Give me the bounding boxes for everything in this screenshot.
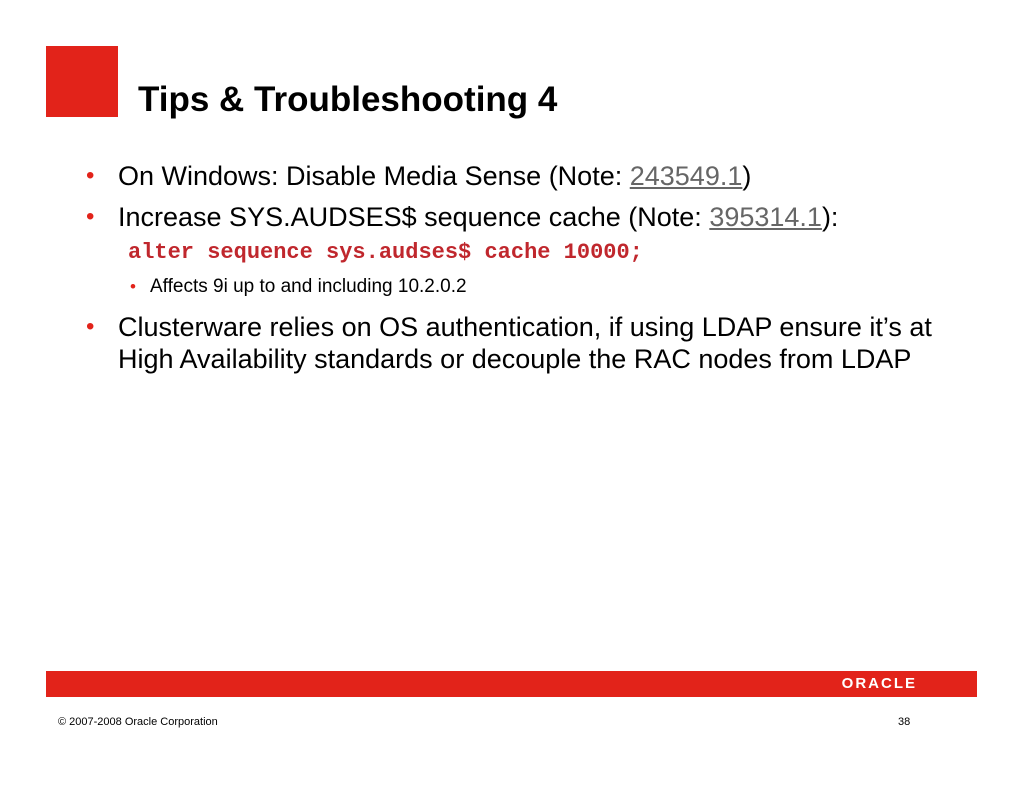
sub-bullet-dot-icon: • xyxy=(130,277,136,296)
oracle-logo: ORACLE xyxy=(841,675,917,692)
bullet-list xyxy=(80,160,980,384)
bullet-text: On Windows: Disable Media Sense (Note: xyxy=(118,161,630,191)
sub-bullet-text: Affects 9i up to and including 10.2.0.2 xyxy=(150,276,467,297)
sub-bullet-affects xyxy=(80,275,980,299)
bullet-clusterware xyxy=(80,311,980,375)
note-link-243549[interactable]: 243549.1 xyxy=(629,161,743,191)
bullet-suffix: ) xyxy=(742,161,752,191)
bullet-text: Increase SYS.AUDSES$ sequence cache (Note: xyxy=(118,202,710,232)
bullet-dot-icon: • xyxy=(86,203,95,230)
bullet-text: Clusterware relies on OS authentication, if using LDAP ensure it’s at High Availability standards or decouple the RAC nodes from LDAP xyxy=(118,312,932,374)
slide-title: Tips & Troubleshooting 4 xyxy=(138,80,558,119)
bullet-media-sense xyxy=(80,160,980,192)
code-line: alter sequence sys.audses$ cache 10000; xyxy=(128,240,643,265)
title-accent-square xyxy=(46,46,118,117)
page-number: 38 xyxy=(898,716,911,728)
bullet-audses-cache xyxy=(80,201,980,233)
note-link-395314[interactable]: 395314.1 xyxy=(709,202,822,232)
bullet-dot-icon: • xyxy=(86,313,95,340)
bullet-dot-icon: • xyxy=(86,162,95,189)
footer-bar xyxy=(46,671,977,697)
bullet-suffix: ): xyxy=(821,202,839,232)
copyright-text: © 2007-2008 Oracle Corporation xyxy=(58,716,218,728)
